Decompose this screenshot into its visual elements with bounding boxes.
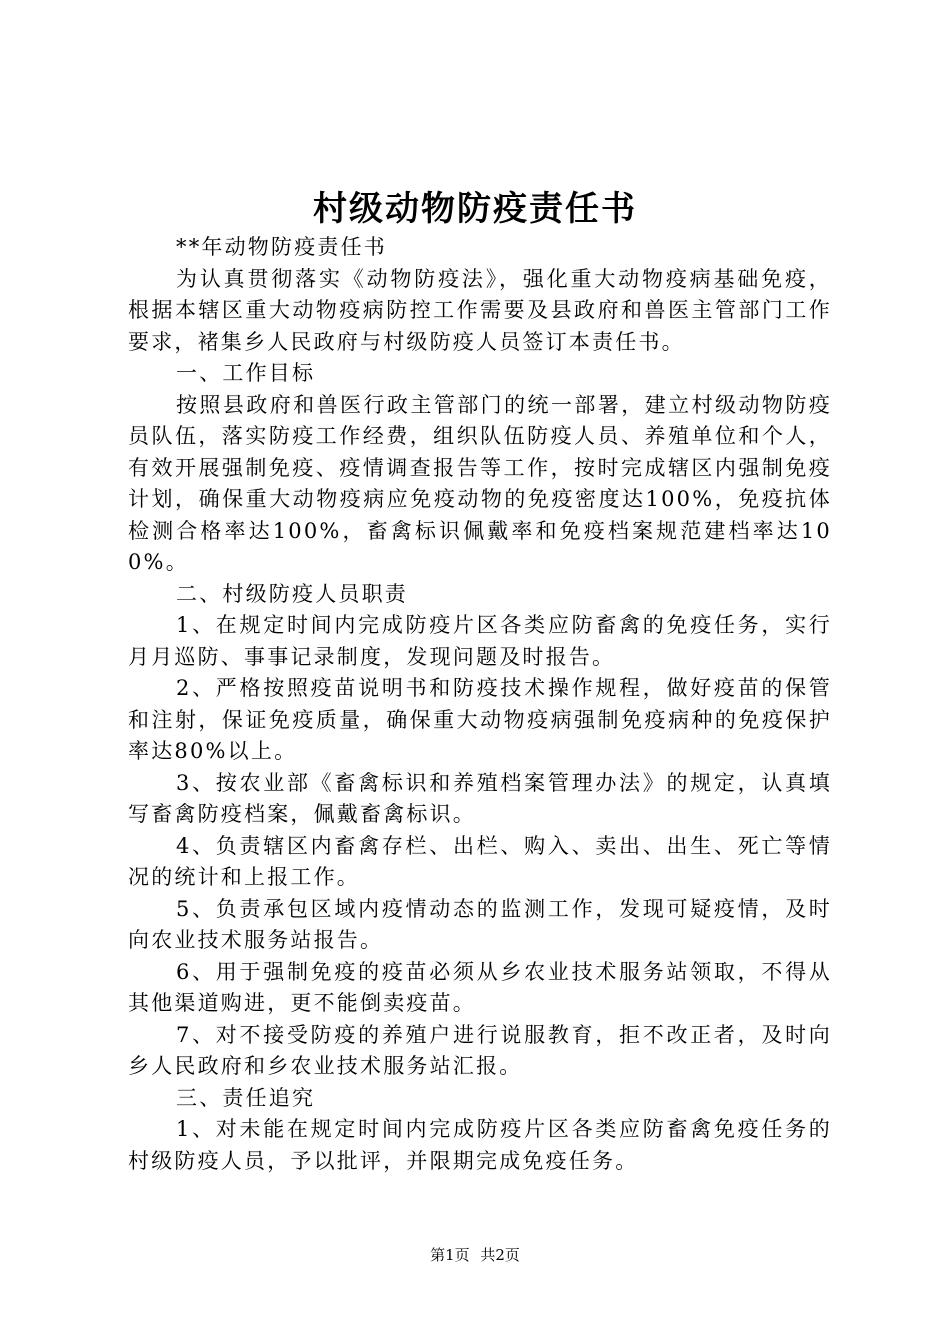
intro-paragraph: 为认真贯彻落实《动物防疫法》，强化重大动物疫病基础免疫，根据本辖区重大动物疫病防控工作需要及县政府和兽医主管部门工作要求，褚集乡人民政府与村级防疫人员签订本责任书。 (128, 266, 832, 354)
subtitle-line: **年动物防疫责任书 (176, 235, 387, 259)
duty-item-6: 6、用于强制免疫的疫苗必须从乡农业技术服务站领取，不得从其他渠道购进，更不能倒卖疫苗。 (128, 959, 832, 1015)
page-footer (0, 1243, 950, 1267)
duty-item-3: 3、按农业部《畜禽标识和养殖档案管理办法》的规定，认真填写畜禽防疫档案，佩戴畜禽标识。 (128, 770, 832, 826)
section-heading-duties: 二、村级防疫人员职责 (176, 581, 408, 606)
page-number: 第1页 (430, 1246, 470, 1264)
page-total: 共2页 (480, 1246, 520, 1264)
duty-item-4: 4、负责辖区内畜禽存栏、出栏、购入、卖出、出生、死亡等情况的统计和上报工作。 (128, 833, 832, 889)
document-title: 村级动物防疫责任书 (313, 189, 637, 229)
section-heading-accountability: 三、责任追究 (176, 1085, 316, 1110)
duty-item-2: 2、严格按照疫苗说明书和防疫技术操作规程，做好疫苗的保管和注射，保证免疫质量，确保重大动物疫病强制免疫病种的免疫保护率达80%以上。 (128, 676, 832, 763)
document-body (128, 232, 832, 1177)
goals-paragraph: 按照县政府和兽医行政主管部门的统一部署，建立村级动物防疫员队伍，落实防疫工作经费，组织队伍防疫人员、养殖单位和个人，有效开展强制免疫、疫情调查报告等工作，按时完成辖区内强制免疫计划，确保重大动物疫病应免疫动物的免疫密度达100%，免疫抗体检测合格率达100%，畜禽标识佩戴率和免疫档案规范建档率达100%。 (128, 392, 832, 574)
duty-item-1: 1、在规定时间内完成防疫片区各类应防畜禽的免疫任务，实行月月巡防、事事记录制度，发现问题及时报告。 (128, 613, 832, 669)
duty-item-5: 5、负责承包区域内疫情动态的监测工作，发现可疑疫情，及时向农业技术服务站报告。 (128, 896, 832, 952)
duty-item-7: 7、对不接受防疫的养殖户进行说服教育，拒不改正者，及时向乡人民政府和乡农业技术服务站汇报。 (128, 1022, 832, 1078)
section-heading-goals: 一、工作目标 (176, 361, 316, 385)
accountability-item-1: 1、对未能在规定时间内完成防疫片区各类应防畜禽免疫任务的村级防疫人员，予以批评，并限期完成免疫任务。 (128, 1117, 832, 1173)
